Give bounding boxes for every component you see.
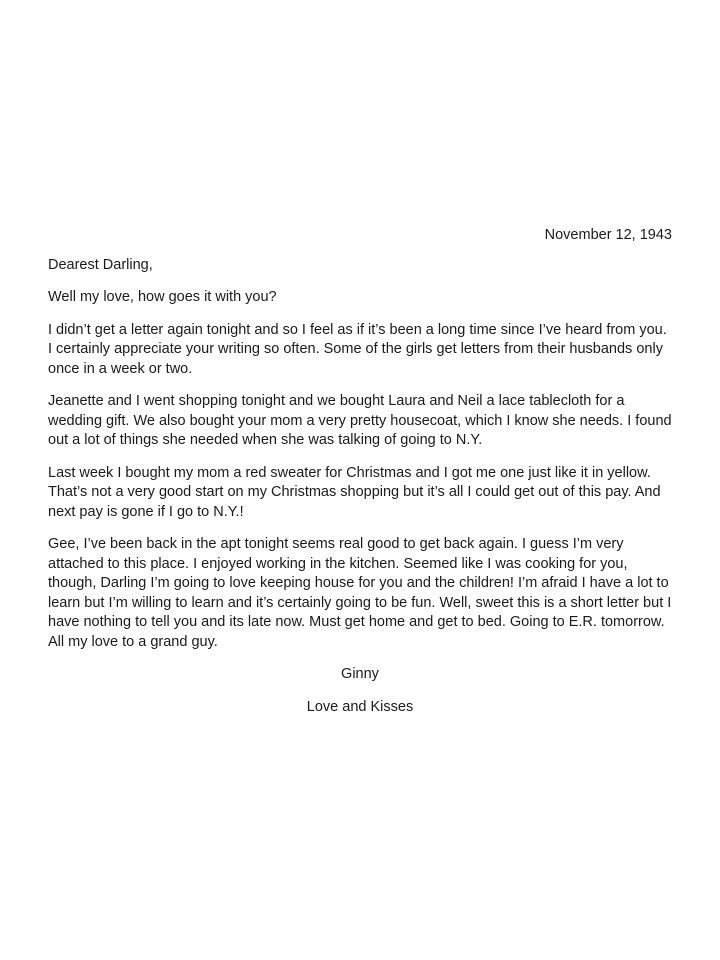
paragraph-greeting: Well my love, how goes it with you? [48,289,277,305]
letter-date: November 12, 1943 [544,227,672,243]
letter-closing: Love and Kisses [306,698,414,715]
letter-body [48,226,672,717]
paragraph-apartment: Gee, I’ve been back in the apt tonight seems real good to get back again. I guess I’m very attached to this place. I enjoyed working in the kitchen. Seemed like I was cooking for you, though, Darling I’m going to love keeping house for you and the children! I’m afraid I have a lot to learn but I’m willing to learn and it’s certainly going to be fun. Well, sweet this is a short letter but I have nothing to tell you and its late now. Must get home and get to bed. Going to E.R. tomorrow. All my love to a grand guy. [48,536,672,650]
paragraph-shopping: Jeanette and I went shopping tonight and we bought Laura and Neil a lace tablecloth for a wedding gift. We also bought your mom a very pretty housecoat, which I know she needs. I found out a lot of things she needed when she was talking of going to N.Y. [48,393,672,448]
letter-salutation: Dearest Darling, [48,256,153,273]
paragraph-christmas: Last week I bought my mom a red sweater for Christmas and I got me one just like it in yellow. That’s not a very good start on my Christmas shopping but it’s all I could get out of this pay. And next pay is gone if I go to N.Y.! [48,464,661,520]
letter-signature: Ginny [341,666,379,682]
paragraph-no-letter: I didn’t get a letter again tonight and so I feel as if it’s been a long time since I’ve heard from you. I certainly appreciate your writing so often. Some of the girls get letters from their husbands only once in a week or two. [48,321,667,377]
